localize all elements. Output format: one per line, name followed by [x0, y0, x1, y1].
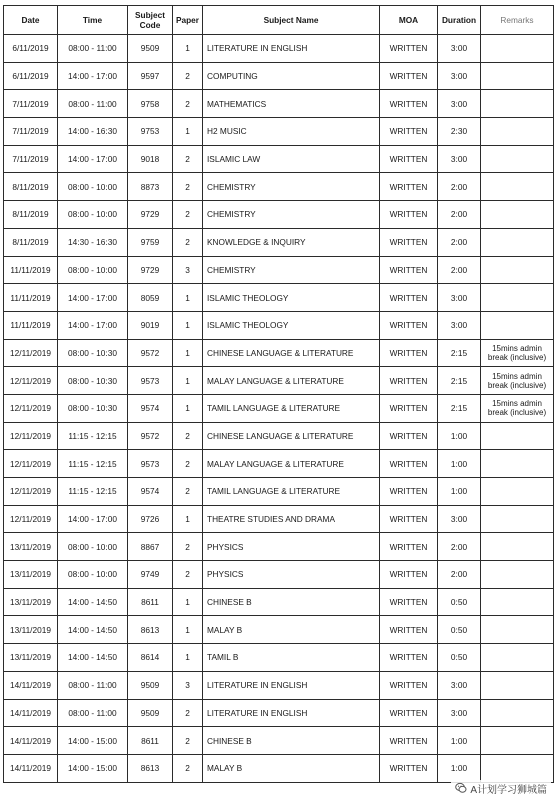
- cell-remarks: [481, 256, 554, 284]
- cell-subject-code: 9019: [128, 311, 173, 339]
- cell-duration: 3:00: [438, 284, 481, 312]
- exam-timetable: [3, 5, 554, 783]
- cell-time: 11:15 - 12:15: [58, 450, 128, 478]
- cell-moa: WRITTEN: [380, 533, 438, 561]
- cell-duration: 3:00: [438, 671, 481, 699]
- cell-date: 8/11/2019: [4, 201, 58, 229]
- cell-subject-code: 8613: [128, 616, 173, 644]
- cell-time: 14:00 - 17:00: [58, 145, 128, 173]
- cell-date: 8/11/2019: [4, 173, 58, 201]
- cell-moa: WRITTEN: [380, 62, 438, 90]
- cell-subject-code: 9753: [128, 118, 173, 146]
- cell-duration: 2:15: [438, 394, 481, 422]
- cell-subject-name: ISLAMIC THEOLOGY: [203, 311, 380, 339]
- cell-moa: WRITTEN: [380, 367, 438, 395]
- cell-time: 08:00 - 11:00: [58, 35, 128, 63]
- cell-remarks: [481, 533, 554, 561]
- cell-moa: WRITTEN: [380, 311, 438, 339]
- cell-subject-code: 9749: [128, 561, 173, 589]
- cell-date: 11/11/2019: [4, 256, 58, 284]
- table-row: [4, 478, 554, 506]
- table-row: [4, 367, 554, 395]
- cell-paper: 1: [173, 616, 203, 644]
- table-row: [4, 35, 554, 63]
- cell-paper: 1: [173, 118, 203, 146]
- cell-moa: WRITTEN: [380, 284, 438, 312]
- cell-subject-name: MALAY LANGUAGE & LITERATURE: [203, 450, 380, 478]
- cell-paper: 1: [173, 367, 203, 395]
- cell-time: 14:00 - 14:50: [58, 616, 128, 644]
- cell-subject-code: 9729: [128, 201, 173, 229]
- cell-time: 08:00 - 10:00: [58, 561, 128, 589]
- cell-subject-name: MALAY B: [203, 616, 380, 644]
- cell-duration: 1:00: [438, 727, 481, 755]
- table-row: [4, 228, 554, 256]
- cell-time: 14:00 - 15:00: [58, 754, 128, 782]
- cell-subject-name: PHYSICS: [203, 533, 380, 561]
- table-row: [4, 256, 554, 284]
- cell-paper: 1: [173, 339, 203, 367]
- cell-remarks: [481, 173, 554, 201]
- header-moa: MOA: [380, 6, 438, 35]
- cell-date: 7/11/2019: [4, 118, 58, 146]
- cell-subject-name: ISLAMIC THEOLOGY: [203, 284, 380, 312]
- cell-moa: WRITTEN: [380, 561, 438, 589]
- header-subject-name: Subject Name: [203, 6, 380, 35]
- cell-time: 08:00 - 11:00: [58, 90, 128, 118]
- cell-duration: 1:00: [438, 478, 481, 506]
- cell-subject-code: 9509: [128, 671, 173, 699]
- table-row: [4, 422, 554, 450]
- cell-remarks: [481, 561, 554, 589]
- table-row: [4, 671, 554, 699]
- cell-date: 12/11/2019: [4, 450, 58, 478]
- cell-paper: 2: [173, 533, 203, 561]
- cell-subject-code: 9509: [128, 699, 173, 727]
- cell-paper: 2: [173, 422, 203, 450]
- cell-paper: 2: [173, 62, 203, 90]
- cell-duration: 3:00: [438, 505, 481, 533]
- header-subject-code: Subject Code: [128, 6, 173, 35]
- cell-subject-name: CHINESE LANGUAGE & LITERATURE: [203, 339, 380, 367]
- table-row: [4, 284, 554, 312]
- cell-moa: WRITTEN: [380, 201, 438, 229]
- cell-subject-code: 9573: [128, 367, 173, 395]
- cell-moa: WRITTEN: [380, 90, 438, 118]
- watermark: [451, 780, 551, 796]
- cell-time: 08:00 - 10:00: [58, 533, 128, 561]
- cell-remarks: [481, 505, 554, 533]
- table-row: [4, 173, 554, 201]
- cell-moa: WRITTEN: [380, 727, 438, 755]
- cell-subject-name: LITERATURE IN ENGLISH: [203, 699, 380, 727]
- cell-time: 14:00 - 16:30: [58, 118, 128, 146]
- cell-subject-name: CHINESE LANGUAGE & LITERATURE: [203, 422, 380, 450]
- cell-subject-code: 9758: [128, 90, 173, 118]
- cell-time: 08:00 - 11:00: [58, 671, 128, 699]
- cell-time: 08:00 - 10:00: [58, 256, 128, 284]
- cell-date: 11/11/2019: [4, 311, 58, 339]
- cell-subject-code: 9572: [128, 422, 173, 450]
- cell-duration: 1:00: [438, 422, 481, 450]
- header-remarks: Remarks: [481, 6, 554, 35]
- cell-subject-name: MALAY LANGUAGE & LITERATURE: [203, 367, 380, 395]
- cell-time: 11:15 - 12:15: [58, 422, 128, 450]
- cell-subject-name: CHINESE B: [203, 727, 380, 755]
- cell-remarks: [481, 311, 554, 339]
- cell-date: 12/11/2019: [4, 394, 58, 422]
- cell-duration: 2:00: [438, 256, 481, 284]
- cell-moa: WRITTEN: [380, 478, 438, 506]
- cell-remarks: 15mins admin break (inclusive): [481, 339, 554, 367]
- cell-paper: 1: [173, 505, 203, 533]
- cell-duration: 2:00: [438, 533, 481, 561]
- cell-date: 12/11/2019: [4, 367, 58, 395]
- cell-duration: 2:15: [438, 367, 481, 395]
- table-row: [4, 201, 554, 229]
- table-row: [4, 561, 554, 589]
- cell-date: 12/11/2019: [4, 505, 58, 533]
- header-paper: Paper: [173, 6, 203, 35]
- table-row: [4, 699, 554, 727]
- cell-moa: WRITTEN: [380, 505, 438, 533]
- table-row: [4, 505, 554, 533]
- cell-date: 13/11/2019: [4, 533, 58, 561]
- cell-duration: 3:00: [438, 62, 481, 90]
- cell-remarks: [481, 62, 554, 90]
- cell-subject-code: 9729: [128, 256, 173, 284]
- cell-duration: 2:00: [438, 201, 481, 229]
- table-row: [4, 588, 554, 616]
- cell-duration: 2:30: [438, 118, 481, 146]
- cell-paper: 2: [173, 561, 203, 589]
- cell-duration: 1:00: [438, 450, 481, 478]
- cell-remarks: 15mins admin break (inclusive): [481, 367, 554, 395]
- table-row: [4, 644, 554, 672]
- cell-remarks: [481, 450, 554, 478]
- cell-moa: WRITTEN: [380, 35, 438, 63]
- cell-paper: 2: [173, 90, 203, 118]
- cell-moa: WRITTEN: [380, 644, 438, 672]
- cell-duration: 3:00: [438, 699, 481, 727]
- cell-remarks: [481, 588, 554, 616]
- cell-subject-name: PHYSICS: [203, 561, 380, 589]
- cell-subject-code: 9759: [128, 228, 173, 256]
- cell-time: 14:30 - 16:30: [58, 228, 128, 256]
- cell-duration: 3:00: [438, 35, 481, 63]
- cell-paper: 3: [173, 671, 203, 699]
- table-row: [4, 339, 554, 367]
- table-row: [4, 754, 554, 782]
- cell-date: 6/11/2019: [4, 62, 58, 90]
- cell-subject-code: 9574: [128, 478, 173, 506]
- cell-subject-code: 8059: [128, 284, 173, 312]
- cell-subject-name: MATHEMATICS: [203, 90, 380, 118]
- cell-subject-name: CHEMISTRY: [203, 173, 380, 201]
- cell-date: 7/11/2019: [4, 90, 58, 118]
- table-row: [4, 145, 554, 173]
- cell-paper: 1: [173, 644, 203, 672]
- cell-remarks: [481, 118, 554, 146]
- cell-date: 12/11/2019: [4, 339, 58, 367]
- cell-subject-code: 9573: [128, 450, 173, 478]
- cell-paper: 1: [173, 394, 203, 422]
- cell-paper: 1: [173, 284, 203, 312]
- header-row: [4, 6, 554, 35]
- cell-subject-code: 8611: [128, 588, 173, 616]
- cell-subject-code: 9018: [128, 145, 173, 173]
- cell-duration: 0:50: [438, 616, 481, 644]
- cell-remarks: [481, 699, 554, 727]
- cell-duration: 2:00: [438, 561, 481, 589]
- cell-time: 08:00 - 10:30: [58, 394, 128, 422]
- cell-moa: WRITTEN: [380, 616, 438, 644]
- cell-moa: WRITTEN: [380, 173, 438, 201]
- cell-paper: 2: [173, 173, 203, 201]
- cell-subject-code: 9597: [128, 62, 173, 90]
- cell-moa: WRITTEN: [380, 256, 438, 284]
- cell-subject-name: TAMIL B: [203, 644, 380, 672]
- cell-paper: 2: [173, 727, 203, 755]
- cell-date: 14/11/2019: [4, 727, 58, 755]
- cell-subject-name: TAMIL LANGUAGE & LITERATURE: [203, 394, 380, 422]
- cell-date: 12/11/2019: [4, 422, 58, 450]
- cell-remarks: [481, 754, 554, 782]
- cell-subject-name: LITERATURE IN ENGLISH: [203, 35, 380, 63]
- cell-paper: 2: [173, 228, 203, 256]
- cell-duration: 3:00: [438, 145, 481, 173]
- cell-subject-name: ISLAMIC LAW: [203, 145, 380, 173]
- cell-time: 14:00 - 14:50: [58, 588, 128, 616]
- cell-remarks: [481, 35, 554, 63]
- cell-subject-code: 8613: [128, 754, 173, 782]
- cell-date: 13/11/2019: [4, 561, 58, 589]
- cell-subject-name: LITERATURE IN ENGLISH: [203, 671, 380, 699]
- header-duration: Duration: [438, 6, 481, 35]
- cell-subject-name: TAMIL LANGUAGE & LITERATURE: [203, 478, 380, 506]
- cell-remarks: [481, 228, 554, 256]
- cell-time: 08:00 - 11:00: [58, 699, 128, 727]
- cell-moa: WRITTEN: [380, 754, 438, 782]
- cell-paper: 2: [173, 450, 203, 478]
- header-date: Date: [4, 6, 58, 35]
- cell-duration: 2:00: [438, 228, 481, 256]
- cell-duration: 3:00: [438, 90, 481, 118]
- table-row: [4, 311, 554, 339]
- cell-time: 08:00 - 10:30: [58, 367, 128, 395]
- cell-paper: 2: [173, 145, 203, 173]
- cell-subject-code: 9509: [128, 35, 173, 63]
- cell-subject-name: THEATRE STUDIES AND DRAMA: [203, 505, 380, 533]
- cell-remarks: 15mins admin break (inclusive): [481, 394, 554, 422]
- cell-subject-code: 9572: [128, 339, 173, 367]
- cell-time: 14:00 - 15:00: [58, 727, 128, 755]
- cell-time: 14:00 - 14:50: [58, 644, 128, 672]
- cell-moa: WRITTEN: [380, 339, 438, 367]
- table-row: [4, 533, 554, 561]
- cell-remarks: [481, 644, 554, 672]
- cell-paper: 1: [173, 588, 203, 616]
- table-row: [4, 616, 554, 644]
- cell-paper: 3: [173, 256, 203, 284]
- table-row: [4, 118, 554, 146]
- cell-time: 14:00 - 17:00: [58, 311, 128, 339]
- cell-subject-name: KNOWLEDGE & INQUIRY: [203, 228, 380, 256]
- cell-moa: WRITTEN: [380, 145, 438, 173]
- cell-duration: 0:50: [438, 588, 481, 616]
- cell-date: 13/11/2019: [4, 644, 58, 672]
- cell-subject-code: 8867: [128, 533, 173, 561]
- cell-duration: 2:00: [438, 173, 481, 201]
- wechat-icon: [455, 782, 467, 794]
- cell-subject-code: 8614: [128, 644, 173, 672]
- cell-remarks: [481, 422, 554, 450]
- cell-subject-name: MALAY B: [203, 754, 380, 782]
- cell-date: 14/11/2019: [4, 671, 58, 699]
- cell-paper: 2: [173, 754, 203, 782]
- cell-date: 8/11/2019: [4, 228, 58, 256]
- cell-remarks: [481, 201, 554, 229]
- cell-duration: 1:00: [438, 754, 481, 782]
- cell-time: 08:00 - 10:30: [58, 339, 128, 367]
- table-row: [4, 727, 554, 755]
- table-row: [4, 450, 554, 478]
- cell-remarks: [481, 727, 554, 755]
- cell-moa: WRITTEN: [380, 394, 438, 422]
- cell-time: 08:00 - 10:00: [58, 201, 128, 229]
- cell-paper: 2: [173, 478, 203, 506]
- cell-remarks: [481, 478, 554, 506]
- cell-time: 14:00 - 17:00: [58, 505, 128, 533]
- cell-subject-name: CHEMISTRY: [203, 256, 380, 284]
- table-row: [4, 90, 554, 118]
- cell-date: 11/11/2019: [4, 284, 58, 312]
- cell-moa: WRITTEN: [380, 671, 438, 699]
- cell-paper: 2: [173, 201, 203, 229]
- cell-subject-code: 8611: [128, 727, 173, 755]
- cell-time: 11:15 - 12:15: [58, 478, 128, 506]
- cell-moa: WRITTEN: [380, 588, 438, 616]
- cell-duration: 2:15: [438, 339, 481, 367]
- cell-date: 6/11/2019: [4, 35, 58, 63]
- cell-moa: WRITTEN: [380, 228, 438, 256]
- table-row: [4, 394, 554, 422]
- cell-remarks: [481, 616, 554, 644]
- cell-time: 14:00 - 17:00: [58, 62, 128, 90]
- cell-moa: WRITTEN: [380, 699, 438, 727]
- cell-subject-name: CHINESE B: [203, 588, 380, 616]
- cell-remarks: [481, 145, 554, 173]
- watermark-text: A计划学习狮城篇: [470, 784, 547, 796]
- cell-remarks: [481, 284, 554, 312]
- cell-moa: WRITTEN: [380, 450, 438, 478]
- cell-subject-name: CHEMISTRY: [203, 201, 380, 229]
- cell-moa: WRITTEN: [380, 422, 438, 450]
- cell-date: 13/11/2019: [4, 588, 58, 616]
- cell-duration: 3:00: [438, 311, 481, 339]
- cell-date: 12/11/2019: [4, 478, 58, 506]
- cell-paper: 1: [173, 311, 203, 339]
- cell-date: 14/11/2019: [4, 699, 58, 727]
- cell-time: 08:00 - 10:00: [58, 173, 128, 201]
- cell-moa: WRITTEN: [380, 118, 438, 146]
- cell-subject-code: 9726: [128, 505, 173, 533]
- cell-remarks: [481, 671, 554, 699]
- cell-remarks: [481, 90, 554, 118]
- cell-date: 7/11/2019: [4, 145, 58, 173]
- header-time: Time: [58, 6, 128, 35]
- cell-date: 13/11/2019: [4, 616, 58, 644]
- cell-paper: 1: [173, 35, 203, 63]
- cell-time: 14:00 - 17:00: [58, 284, 128, 312]
- cell-subject-code: 8873: [128, 173, 173, 201]
- cell-date: 14/11/2019: [4, 754, 58, 782]
- cell-subject-name: H2 MUSIC: [203, 118, 380, 146]
- cell-subject-code: 9574: [128, 394, 173, 422]
- cell-paper: 2: [173, 699, 203, 727]
- cell-duration: 0:50: [438, 644, 481, 672]
- table-row: [4, 62, 554, 90]
- cell-subject-name: COMPUTING: [203, 62, 380, 90]
